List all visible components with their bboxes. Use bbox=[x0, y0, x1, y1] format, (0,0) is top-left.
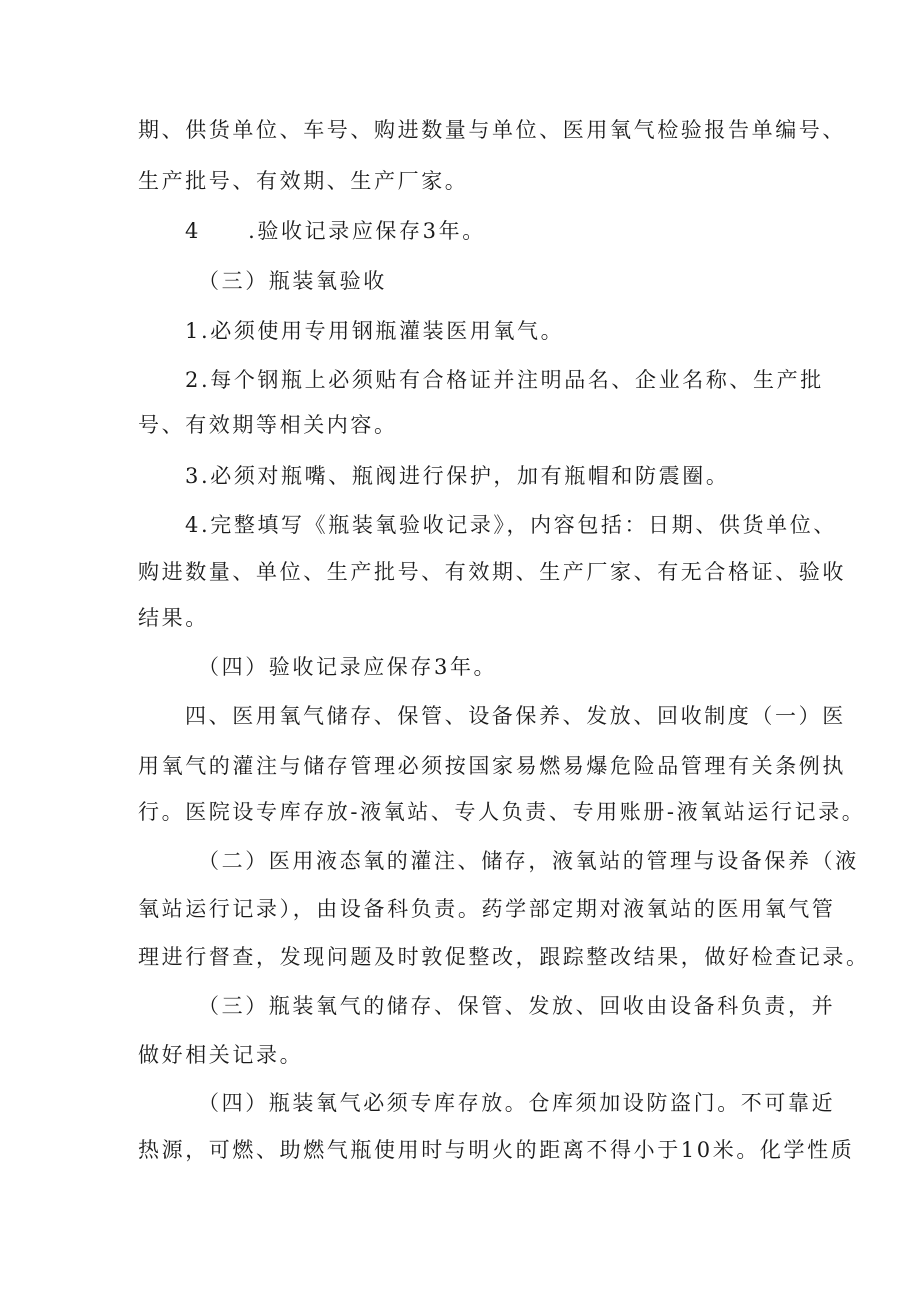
text-line: 期、供货单位、车号、购进数量与单位、医用氧气检验报告单编号、 bbox=[138, 118, 846, 142]
text-line: 3.必须对瓶嘴、瓶阀进行保护，加有瓶帽和防震圈。 bbox=[185, 464, 730, 488]
text-line: 氧站运行记录），由设备科负责。药学部定期对液氧站的医用氧气管 bbox=[138, 897, 836, 921]
text-line: 用氧气的灌注与储存管理必须按国家易燃易爆危险品管理有关条例执 bbox=[138, 754, 846, 778]
text-line: 做好相关记录。 bbox=[138, 1043, 304, 1067]
text-line: 购进数量、单位、生产批号、有效期、生产厂家、有无合格证、验收 bbox=[138, 560, 846, 584]
text-line: 2.每个钢瓶上必须贴有合格证并注明品名、企业名称、生产批 bbox=[185, 368, 824, 392]
text-line: 四、医用氧气储存、保管、设备保养、发放、回收制度（一）医 bbox=[185, 704, 846, 728]
text-line: （四）验收记录应保存3年。 bbox=[198, 655, 498, 679]
text-line: 结果。 bbox=[138, 606, 209, 630]
text-line: 行。医院设专库存放-液氧站、专人负责、专用账册-液氧站运行记录。 bbox=[138, 800, 866, 824]
text-line: 理进行督查，发现问题及时敦促整改，跟踪整改结果，做好检查记录。 bbox=[138, 945, 870, 969]
text-line: （四）瓶装氧气必须专库存放。仓库须加设防盗门。不可靠近 bbox=[198, 1091, 836, 1115]
text-line: 号、有效期等相关内容。 bbox=[138, 413, 398, 437]
text-line: 4.完整填写《瓶装氧验收记录》，内容包括：日期、供货单位、 bbox=[185, 513, 837, 537]
text-line: 1.必须使用专用钢瓶灌装医用氧气。 bbox=[185, 319, 565, 343]
text-line: 生产批号、有效期、生产厂家。 bbox=[138, 169, 469, 193]
text-line: （三）瓶装氧气的储存、保管、发放、回收由设备科负责，并 bbox=[198, 994, 836, 1018]
text-line: （二）医用液态氧的灌注、储存，液氧站的管理与设备保养（液 bbox=[198, 849, 859, 873]
text-line: （三）瓶装氧验收 bbox=[198, 269, 387, 293]
text-line: 4 .验收记录应保存3年。 bbox=[185, 219, 486, 243]
text-line: 热源，可燃、助燃气瓶使用时与明火的距离不得小于10米。化学性质 bbox=[138, 1138, 855, 1162]
